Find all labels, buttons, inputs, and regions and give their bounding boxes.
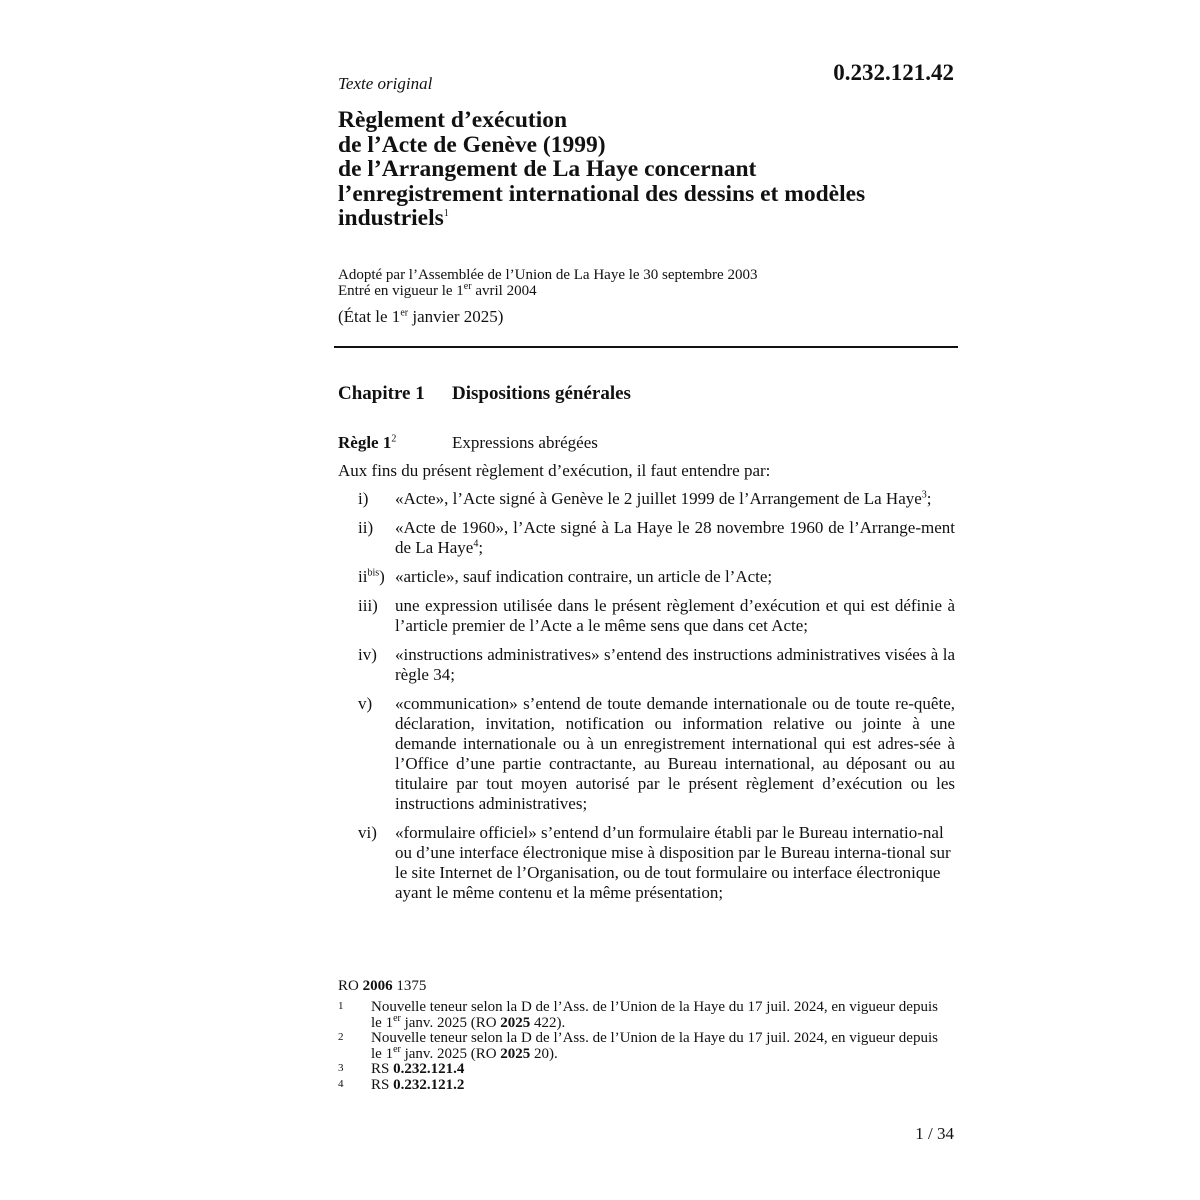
list-item	[338, 694, 955, 814]
footnote-text-a: Nouvelle teneur selon la D de l’Ass. de l’Union de la Haye du 17 juil. 2024, en vigueur depuis le 1	[371, 1030, 938, 1062]
footnote-text-a: Nouvelle teneur selon la D de l’Ass. de l’Union de la Haye du 17 juil. 2024, en vigueur depuis le 1	[371, 999, 938, 1031]
chapter-heading	[338, 383, 631, 405]
footnote-prefix: RS	[371, 1061, 394, 1077]
in-force-sup: er	[463, 281, 472, 292]
footnote-text	[371, 1000, 948, 1031]
footnote-number: 1	[338, 1000, 344, 1012]
list-item	[338, 489, 955, 509]
title-line-2: de l’Acte de Genève (1999)	[338, 131, 606, 158]
item-text: «communication» s’entend de toute demande internationale ou de toute re-quête, déclaration, invitation, notification ou information relative ou jointe à une demande internationale ou à un enregistrement international qui est adres-sée à l’Office d’une partie contractante, au Bureau international, au déposant ou au titulaire par tout moyen autorisé par le présent règlement d’exécution ou les instructions administratives;	[395, 694, 955, 813]
footnote-text	[371, 1031, 948, 1062]
header-divider	[334, 346, 958, 348]
list-item	[338, 823, 955, 903]
item-text: «instructions administratives» s’entend des instructions administratives visées à la règle 34;	[395, 645, 955, 684]
definitions-list	[338, 489, 955, 912]
in-force-prefix: Entré en vigueur le 1	[338, 283, 464, 299]
rule-heading	[338, 433, 598, 453]
footnote-bold[interactable]: 0.232.121.4	[393, 1061, 465, 1077]
footnote-sup: er	[393, 1012, 401, 1024]
rule-label-wrap	[338, 433, 452, 453]
ro-year: 2006	[362, 978, 393, 994]
footnote-bold[interactable]: 0.232.121.2	[393, 1076, 465, 1093]
item-text: «formulaire officiel» s’entend d’un formulaire établi par le Bureau internatio-nal ou d’une interface électronique mise à disposition par le Bureau interna-tional sur le site Internet de l’Organisation, ou de tout formulaire ou interface électronique ayant le même contenu et la même présentation;	[395, 823, 951, 902]
adopted-line: Adopté par l’Assemblée de l’Union de La Haye le 30 septembre 2003	[338, 267, 758, 283]
list-item	[338, 645, 955, 685]
adoption-info	[338, 267, 757, 299]
footnote-text	[371, 1078, 948, 1094]
chapter-number: Chapitre 1	[338, 383, 425, 404]
footnote-text-b: janv. 2025 (RO	[400, 1045, 501, 1062]
item-marker: ii)	[358, 518, 374, 537]
footnote-number: 2	[338, 1031, 344, 1043]
item-text: une expression utilisée dans le présent règlement d’exécution et qui est définie à l’article premier de l’Acte a le même sens que dans cet Acte;	[395, 596, 955, 635]
page-number: 1 / 34	[915, 1124, 954, 1143]
item-text-body: «Acte», l’Acte signé à Genève le 2 juillet 1999 de l’Arrangement de La Haye	[395, 489, 922, 508]
ro-reference	[338, 978, 426, 995]
item-marker: v)	[358, 694, 373, 713]
title-line-4: l’enregistrement international des dessins et modèles	[338, 180, 866, 207]
item-text	[395, 518, 955, 558]
item-text-end: ;	[478, 538, 484, 557]
title-line-5	[338, 206, 958, 231]
item-marker-suffix: )	[379, 567, 385, 586]
list-item	[338, 518, 955, 558]
title-line-5-text: industriels	[338, 205, 444, 231]
item-footnote-ref[interactable]: 4	[473, 538, 479, 550]
item-marker: vi)	[358, 823, 377, 842]
item-footnote-ref[interactable]: 3	[921, 489, 927, 501]
texte-original-label: Texte original	[338, 74, 433, 93]
title-line-1: Règlement d’exécution	[338, 107, 568, 133]
item-marker: iv)	[358, 645, 377, 664]
footnote-sup: er	[393, 1043, 401, 1055]
chapter-title: Dispositions générales	[452, 383, 631, 404]
footnote-text-c: 20).	[530, 1045, 558, 1062]
item-marker-prefix: ii	[358, 567, 368, 586]
etat-suffix: janvier 2025)	[408, 307, 504, 326]
footnote	[338, 1031, 948, 1062]
item-marker	[338, 567, 395, 587]
rule-footnote-ref[interactable]: 2	[391, 433, 397, 445]
rule-label: Règle 1	[338, 433, 392, 452]
footnote-text-b: janv. 2025 (RO	[400, 1014, 501, 1031]
footnote-bold: 2025	[500, 1045, 531, 1062]
list-item	[338, 596, 955, 636]
item-marker: iii)	[358, 596, 378, 615]
footnotes	[338, 1000, 948, 1093]
etat-prefix: (État le 1	[338, 307, 401, 326]
list-item	[338, 567, 955, 587]
in-force-suffix: avril 2004	[471, 283, 537, 299]
rule-title: Expressions abrégées	[452, 433, 598, 452]
footnote	[338, 1062, 948, 1078]
footnote-number: 4	[338, 1077, 344, 1090]
item-text	[395, 489, 955, 509]
footnote-prefix: RS	[371, 1076, 394, 1093]
item-text-body: «Acte de 1960», l’Acte signé à La Haye le 28 novembre 1960 de l’Arrange-ment de La Haye	[395, 518, 955, 557]
status-date	[338, 307, 503, 327]
etat-sup: er	[400, 307, 409, 319]
footnote	[338, 1000, 948, 1031]
sr-number: 0.232.121.42	[833, 60, 954, 85]
item-text: «article», sauf indication contraire, un article de l’Acte;	[395, 567, 773, 586]
title-footnote-ref[interactable]: 1	[443, 208, 449, 220]
rule-intro: Aux fins du présent règlement d’exécution, il faut entendre par:	[338, 461, 771, 480]
footnote-bold: 2025	[500, 1014, 531, 1031]
footnote	[338, 1078, 948, 1094]
item-marker-sup: bis	[367, 567, 380, 579]
item-text-end: ;	[926, 489, 932, 508]
document-title	[338, 108, 958, 231]
title-line-3: de l’Arrangement de La Haye concernant	[338, 156, 757, 182]
footnote-text	[371, 1062, 948, 1078]
item-marker: i)	[358, 489, 369, 508]
ro-page: 1375	[392, 978, 427, 994]
footnote-text-c: 422).	[530, 1014, 566, 1031]
ro-prefix: RO	[338, 978, 363, 994]
footnote-number: 3	[338, 1062, 344, 1074]
in-force-line	[338, 283, 757, 299]
